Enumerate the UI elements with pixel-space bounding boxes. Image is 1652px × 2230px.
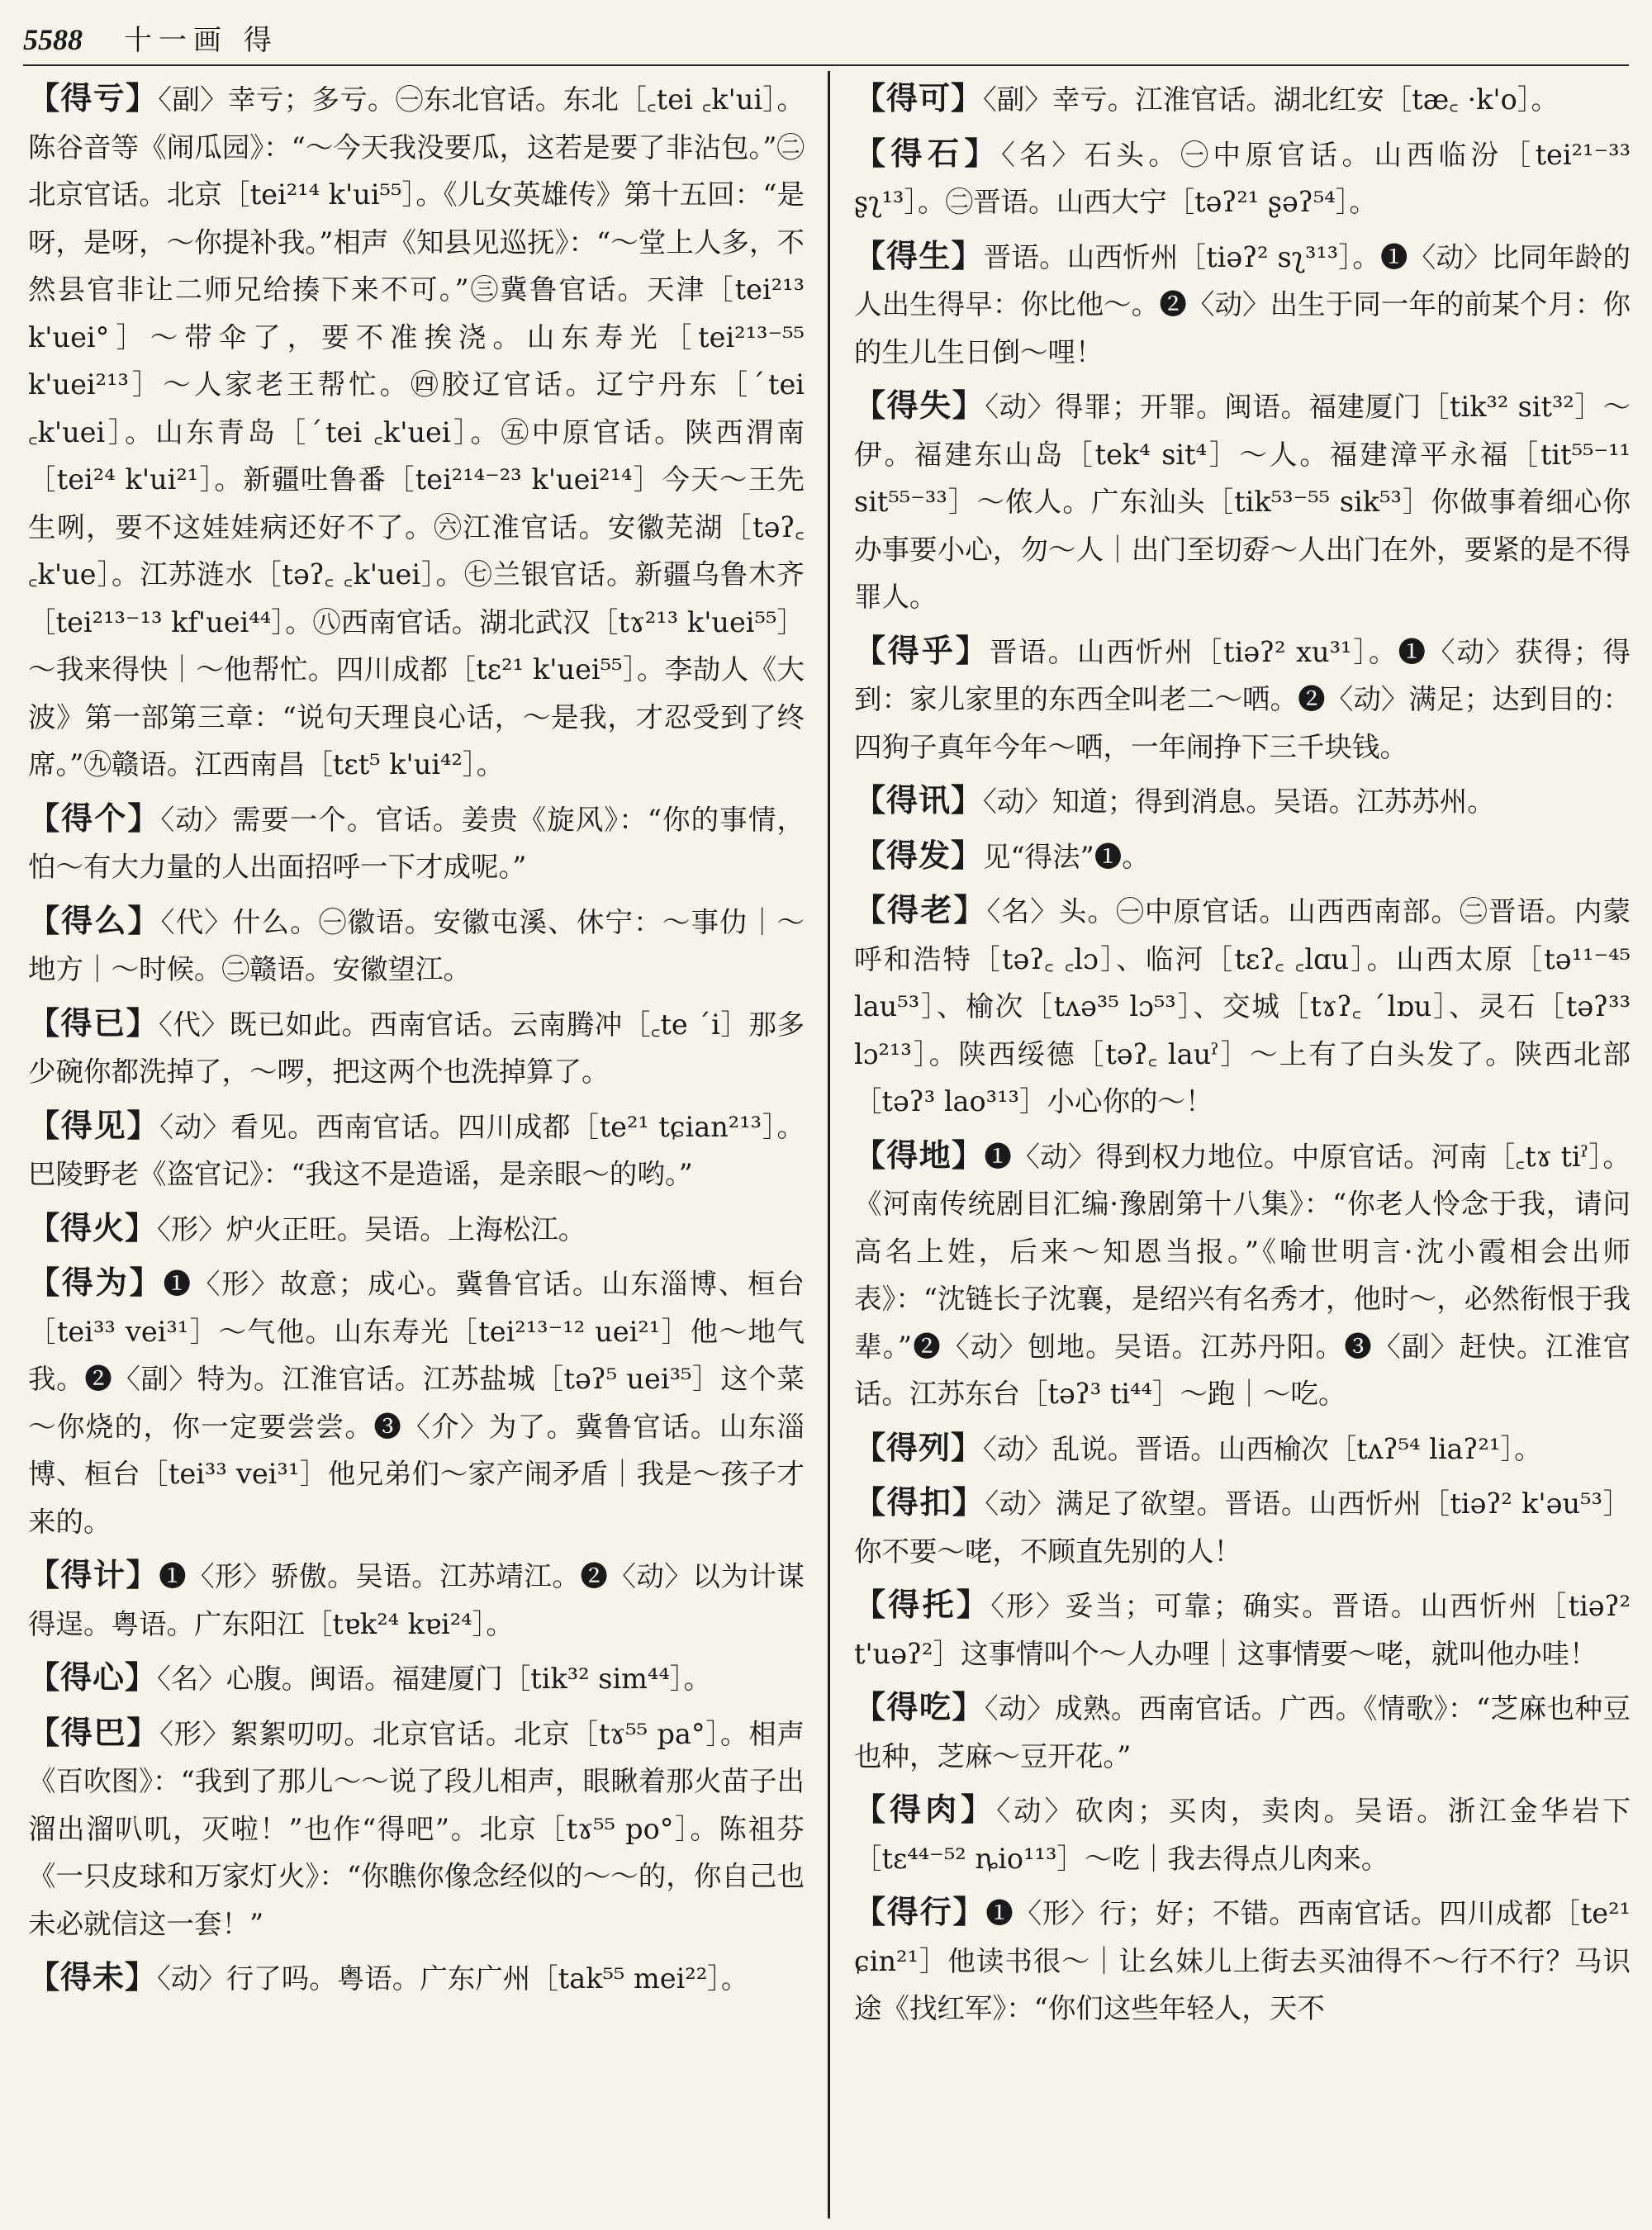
entry-definition: 〈动〉需要一个。官话。姜贵《旋风》：“你的事情，怕～有大力量的人出面招呼一下才成呢。” — [28, 803, 805, 883]
entry-definition: 〈名〉心腹。闽语。福建厦门［tik³² sim⁴⁴］。 — [157, 1663, 712, 1695]
entry-headword: 【得亏】 — [28, 79, 159, 116]
dictionary-entry — [854, 1132, 1631, 1418]
entry-headword: 【得扣】 — [854, 1483, 985, 1521]
header-rule — [23, 64, 1629, 66]
dictionary-entry — [28, 795, 805, 891]
dictionary-entry — [854, 232, 1631, 377]
entry-headword: 【得失】 — [854, 387, 985, 424]
entry-definition: 〈副〉幸亏；多亏。㊀东北官话。东北［꜀tei ꜀k'ui］。陈谷音等《闹瓜园》：“～今天我没要瓜，这若是要了非沾包。”㊁北京官话。北京［tei²¹⁴ k'ui⁵⁵］。《儿女英雄传》第十五回：“是呀，是呀，～你提补我。”相声《知县见巡抚》：“～堂上人多，不然县官非让二师兄给揍下来不可。”㊂冀鲁官话。天津［tei²¹³ k'uei°］～带伞了，要不准挨浇。山东寿光［tei²¹³⁻⁵⁵ k'uei²¹³］～人家老王帮忙。㊃胶辽官话。辽宁丹东［ˊtei ꜀k'uei］。山东青岛［ˊtei ꜀k'uei］。㊄中原官话。陕西渭南［tei²⁴ k'ui²¹］。新疆吐鲁番［tei²¹⁴⁻²³ k'uei²¹⁴］今天～王先生咧，要不这娃娃病还好不了。㊅江淮官话。安徽芜湖［təʔ꜀ ꜀k'ue］。江苏涟水［təʔ꜀ ꜀k'uei］。㊆兰银官话。新疆乌鲁木齐［tei²¹³⁻¹³ kf'uei⁴⁴］。㊇西南官话。湖北武汉［tɤ²¹³ k'uei⁵⁵］～我来得快｜～他帮忙。四川成都［tɛ²¹ k'uei⁵⁵］。李劼人《大波》第一部第三章：“说句天理良心话，～是我，才忍受到了终席。”㊈赣语。江西南昌［tɛt⁵ k'ui⁴²］。 — [28, 83, 805, 780]
entry-definition: 〈动〉看见。西南官话。四川成都［te²¹ tɕian²¹³］。巴陵野老《盗官记》：“我这不是造谣，是亲眼～的哟。” — [28, 1110, 805, 1190]
page-number: 5588 — [23, 22, 83, 56]
entry-headword: 【得托】 — [854, 1586, 991, 1623]
entry-headword: 【得心】 — [28, 1658, 158, 1696]
dictionary-entry — [854, 776, 1631, 826]
entry-headword: 【得计】 — [28, 1556, 159, 1593]
dictionary-entry — [854, 627, 1631, 771]
entry-definition: 晋语。山西忻州［tiəʔ² sʅ³¹³］。❶〈动〉比同年龄的人出生得早：你比他～。❷〈动〉出生于同一年的前某个月：你的生儿生日倒～哩！ — [854, 240, 1631, 368]
entry-definition: 〈代〉既已如此。西南官话。云南腾冲［꜀te ˊi］那多少碗你都洗掉了，～啰，把这两个也洗掉算了。 — [28, 1008, 805, 1088]
entry-definition: ❶〈形〉骄傲。吴语。江苏靖江。❷〈动〉以为计谋得逞。粤语。广东阳江［tɐk²⁴ kɐi²⁴］。 — [28, 1560, 805, 1640]
entry-headword: 【得个】 — [28, 799, 161, 837]
dictionary-entry — [28, 1953, 805, 2003]
entry-definition: 〈形〉妥当；可靠；确实。晋语。山西忻州［tiəʔ² t'uəʔ²］这事情叫个～人办哩｜这事情要～咾，就叫他办哇！ — [854, 1590, 1631, 1670]
entry-definition: 〈代〉什么。㊀徽语。安徽屯溪、休宁：～事仂｜～地方｜～时候。㊁赣语。安徽望江。 — [28, 905, 805, 985]
right-column — [854, 74, 1631, 2222]
dictionary-entry — [28, 1654, 805, 1703]
entry-headword: 【得生】 — [854, 236, 984, 274]
entry-headword: 【得吃】 — [854, 1688, 985, 1725]
section-title: 十一画 得 — [124, 24, 278, 58]
dictionary-entry — [854, 1888, 1631, 2033]
entry-definition: 〈动〉知道；得到消息。吴语。江苏苏州。 — [983, 785, 1495, 818]
dictionary-entry — [28, 1259, 805, 1545]
entry-definition: ❶〈形〉故意；成心。冀鲁官话。山东淄博、桓台［tei³³ vei³¹］～气他。山东寿光［tei²¹³⁻¹² uei²¹］他～地气我。❷〈副〉特为。江淮官话。江苏盐城［təʔ⁵ uei³⁵］这个菜～你烧的，你一定要尝尝。❸〈介〉为了。冀鲁官话。山东淄博、桓台［tei³³ vei³¹］他兄弟们～家产闹矛盾｜我是～孩子才来的。 — [28, 1268, 805, 1538]
entry-headword: 【得肉】 — [854, 1791, 997, 1828]
entry-headword: 【得发】 — [854, 836, 984, 874]
entry-definition: 〈名〉头。㊀中原官话。山西西南部。㊁晋语。内蒙呼和浩特［təʔ꜀ ꜀lɔ］、临河［tɛʔ꜀ ꜀lɑu］。山西太原［tə¹¹⁻⁴⁵ lau⁵³］、榆次［tʌə³⁵ lɔ⁵³］、交城［tɤʔ꜀ ˊlɒu］、灵石［təʔ³³ lɔ²¹³］。陕西绥德［təʔ꜀ lauˀ］～上有了白头发了。陕西北部［təʔ³ lao³¹³］小心你的～！ — [854, 895, 1631, 1117]
entry-definition: ❶〈动〉得到权力地位。中原官话。河南［꜀tɤ tiˀ］。《河南传统剧目汇编·豫剧第十八集》：“你老人怜念于我，请问高名上姓，后来～知恩当报。”《喻世明言·沈小霞相会出师表》：“沈链长子沈襄，是绍兴有名秀才，他时～，必然衔恨于我辈。”❷〈动〉刨地。吴语。江苏丹阳。❸〈副〉赶快。江淮官话。江苏东台［təʔ³ ti⁴⁴］～跑｜～吃。 — [854, 1140, 1631, 1410]
entry-headword: 【得讯】 — [854, 781, 984, 818]
left-column — [28, 74, 805, 2222]
entry-headword: 【得么】 — [28, 901, 161, 939]
entry-headword: 【得巴】 — [28, 1713, 160, 1751]
entry-headword: 【得列】 — [854, 1428, 984, 1466]
entry-definition: 〈动〉得罪；开罪。闽语。福建厦门［tik³² sit³²］～伊。福建东山岛［tek⁴ sit⁴］～人。福建漳平永福［tit⁵⁵⁻¹¹ sit⁵⁵⁻³³］～侬人。广东汕头［tik⁵³⁻⁵⁵ sik⁵³］你做事着细心你办事要小心，勿～人｜出门至切孬～人出门在外，要紧的是不得罪人。 — [854, 391, 1631, 613]
entry-headword: 【得行】 — [854, 1893, 986, 1930]
entry-headword: 【得见】 — [28, 1106, 160, 1144]
entry-definition: ❶〈形〉行；好；不错。西南官话。四川成都［te²¹ ɕin²¹］他读书很～｜让幺妹儿上街去买油得不～行不行？马识途《找红军》：“你们这些年轻人，天不 — [854, 1897, 1631, 2024]
entry-definition: 〈动〉乱说。晋语。山西榆次［tʌʔ⁵⁴ liaʔ²¹］。 — [983, 1432, 1542, 1465]
entry-headword: 【得未】 — [28, 1958, 158, 1995]
dictionary-entry — [28, 1102, 805, 1198]
entry-headword: 【得地】 — [854, 1136, 985, 1174]
dictionary-entry — [28, 1551, 805, 1648]
dictionary-entry — [854, 382, 1631, 621]
dictionary-entry — [28, 1204, 805, 1254]
entry-definition: 〈动〉满足了欲望。晋语。山西忻州［tiəʔ² k'əu⁵³］你不要～咾，不顾直先别的人！ — [854, 1487, 1631, 1568]
entry-definition: 〈形〉絮絮叨叨。北京官话。北京［tɤ⁵⁵ pa°］。相声《百吹图》：“我到了那儿～～说了段儿相声，眼瞅着那火苗子出溜出溜叭叽，灭啦！”也作“得吧”。北京［tɤ⁵⁵ po°］。陈祖芬《一只皮球和万家灯火》：“你瞧你像念经似的～～的，你自己也未必就信这一套！” — [28, 1717, 805, 1940]
entry-definition: 〈动〉成熟。西南官话。广西。《情歌》：“芝麻也种豆也种，芝麻～豆开花。” — [854, 1692, 1631, 1772]
dictionary-entry — [854, 130, 1631, 226]
dictionary-entry — [854, 1786, 1631, 1882]
column-divider — [828, 71, 830, 2218]
dictionary-entry — [854, 74, 1631, 124]
entry-definition: 〈动〉砍肉；买肉，卖肉。吴语。浙江金华岩下［tɛ⁴⁴⁻⁵² ȵio¹¹³］～吃｜我去得点儿肉来。 — [854, 1795, 1631, 1875]
entry-headword: 【得可】 — [854, 79, 984, 116]
dictionary-entry — [854, 886, 1631, 1126]
entry-headword: 【得为】 — [28, 1264, 164, 1301]
entry-headword: 【得乎】 — [854, 631, 990, 669]
entry-definition: 〈名〉石头。㊀中原官话。山西临汾［tei²¹⁻³³ ʂʅ¹³］。㊁晋语。山西大宁［təʔ²¹ ʂəʔ⁵⁴］。 — [854, 138, 1631, 218]
dictionary-entry — [854, 1683, 1631, 1780]
entry-definition: 〈动〉行了吗。粤语。广东广州［tak⁵⁵ mei²²］。 — [157, 1962, 749, 1995]
entry-headword: 【得老】 — [854, 891, 987, 928]
entry-headword: 【得火】 — [28, 1208, 158, 1246]
entry-definition: 晋语。山西忻州［tiəʔ² xu³¹］。❶〈动〉获得；得到：家儿家里的东西全叫老二～哂。❷〈动〉满足；达到目的：四狗子真年今年～哂，一年闹挣下三千块钱。 — [854, 635, 1631, 763]
dictionary-entry — [854, 832, 1631, 881]
dictionary-entry — [854, 1478, 1631, 1575]
entry-headword: 【得已】 — [28, 1004, 159, 1041]
dictionary-entry — [28, 897, 805, 994]
entry-headword: 【得石】 — [854, 134, 1002, 172]
dictionary-entry — [28, 999, 805, 1096]
page-header — [23, 8, 1629, 58]
entry-definition: 〈形〉炉火正旺。吴语。上海松江。 — [157, 1212, 586, 1245]
entry-definition: 见“得法”❶。 — [983, 840, 1150, 873]
entry-definition: 〈副〉幸亏。江淮官话。湖北红安［tæ꜀ ·k'o］。 — [983, 83, 1559, 116]
dictionary-entry — [854, 1581, 1631, 1677]
dictionary-entry — [854, 1424, 1631, 1473]
dictionary-entry — [28, 1709, 805, 1948]
dictionary-entry — [28, 74, 805, 789]
